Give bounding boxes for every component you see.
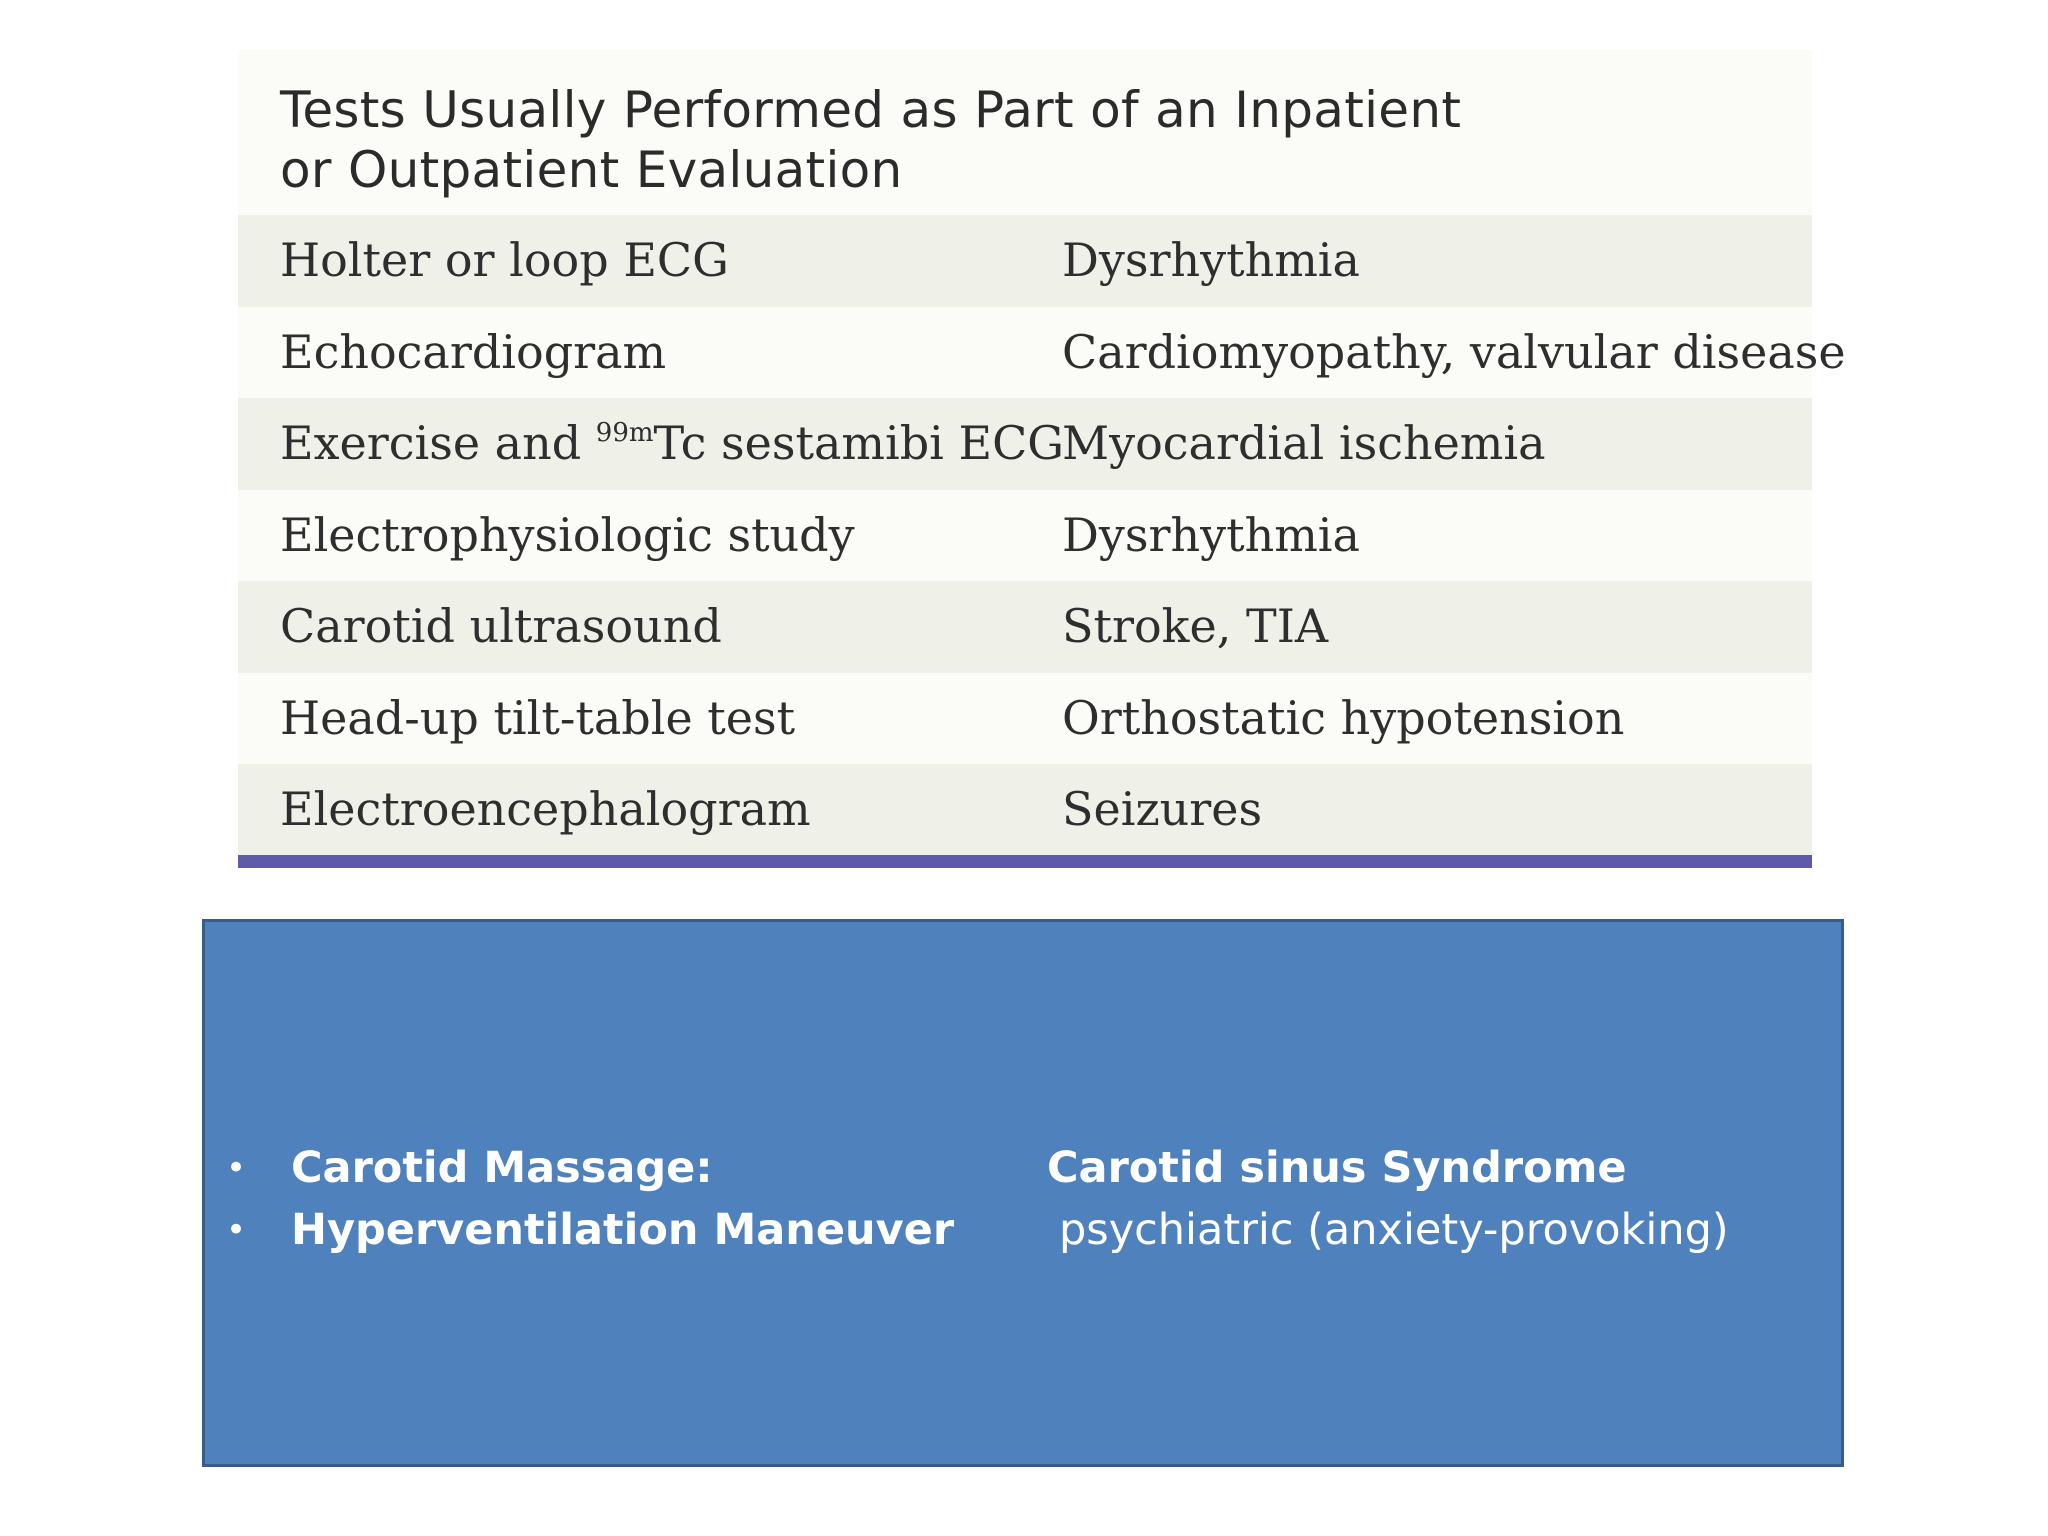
- item-label: Carotid Massage:: [291, 1143, 713, 1193]
- table-bottom-rule: [238, 855, 1812, 868]
- isotope-superscript: 99m: [595, 418, 654, 448]
- finding-cell: Dysrhythmia: [1062, 233, 1360, 287]
- bullet-icon: •: [226, 1148, 247, 1188]
- finding-cell: Dysrhythmia: [1062, 507, 1360, 562]
- table-row: [238, 581, 1812, 673]
- test-cell: Echocardiogram: [280, 324, 667, 379]
- table-title-line-1: Tests Usually Performed as Part of an Inpatient: [280, 81, 1462, 139]
- evaluation-tests-table: [238, 50, 1846, 868]
- additional-tests-box: [202, 919, 1844, 1467]
- table-rows: [238, 215, 1846, 856]
- table-row: [238, 307, 1846, 399]
- list-item: [205, 1138, 1835, 1198]
- test-cell: Head-up tilt-table test: [280, 690, 796, 745]
- bullet-icon: •: [226, 1210, 247, 1250]
- finding-cell: Cardiomyopathy, valvular disease: [1062, 324, 1846, 379]
- table-title-line-2: or Outpatient Evaluation: [280, 141, 903, 199]
- test-suffix: Tc sestamibi ECG: [653, 416, 1065, 470]
- test-cell: Electroencephalogram: [280, 782, 811, 836]
- finding-cell: Myocardial ischemia: [1062, 416, 1546, 470]
- test-prefix: Exercise and: [280, 416, 596, 470]
- table-row: [238, 673, 1812, 765]
- test-cell: Holter or loop ECG: [280, 233, 729, 287]
- finding-cell: Seizures: [1062, 782, 1263, 836]
- finding-cell: Stroke, TIA: [1062, 599, 1329, 653]
- table-title: [280, 80, 1461, 200]
- finding-cell: Orthostatic hypotension: [1062, 690, 1625, 745]
- list-item: [205, 1200, 1835, 1260]
- table-row: [238, 490, 1812, 582]
- table-row: [238, 764, 1812, 856]
- item-label: Hyperventilation Maneuver: [291, 1205, 955, 1255]
- item-description: psychiatric (anxiety-provoking): [1059, 1205, 1729, 1255]
- table-row: [238, 398, 1812, 490]
- item-description: Carotid sinus Syndrome: [1047, 1143, 1627, 1193]
- test-cell: [280, 398, 1064, 490]
- table-row: [238, 215, 1812, 307]
- test-cell: Electrophysiologic study: [280, 507, 855, 562]
- test-cell: Carotid ultrasound: [280, 599, 722, 653]
